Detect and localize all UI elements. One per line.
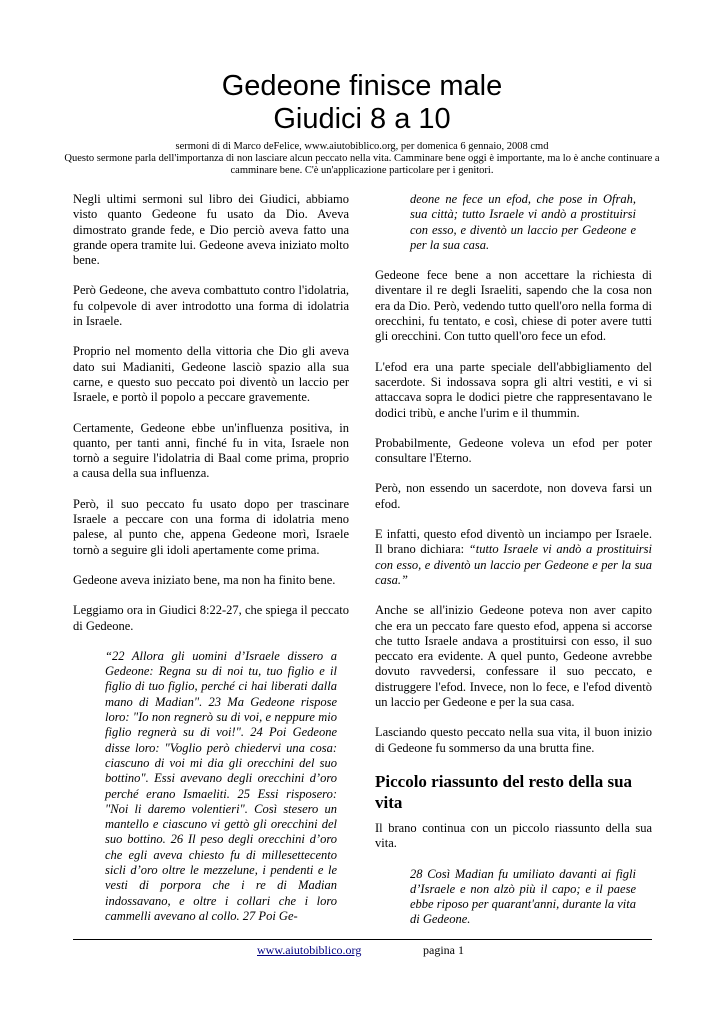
- paragraph: Gedeone fece bene a non accettare la richiesta di diventare il re degli Israeliti, sapendo che la cosa non era da Dio. Però, vedendo tutto quell'oro nella forma di orecchini, fu tentato, e così, chiese di poter avere tutti gli orecchini. Con tutto quell'oro fece un efod.: [375, 268, 652, 344]
- paragraph: Lasciando questo peccato nella sua vita, il buon inizio di Gedeone fu sommerso da una brutta fine.: [375, 725, 652, 755]
- paragraph: Proprio nel momento della vittoria che Dio gli aveva dato sui Madianiti, Gedeone lasciò spazio alla sua carne, e questo suo peccato poi diventò un laccio per Israele, e portò il popolo a peccare gravemente.: [73, 344, 349, 405]
- scripture-quote-continued: deone ne fece un efod, che pose in Ofrah, sua città; tutto Israele vi andò a prostituirsi con esso, e diventò un laccio per Gedeone e per la sua casa.: [410, 192, 636, 252]
- paragraph: Il brano continua con un piccolo riassunto della sua vita.: [375, 820, 652, 851]
- right-column: [375, 192, 652, 943]
- paragraph: L'efod era una parte speciale dell'abbigliamento del sacerdote. Si indossava sopra gli altri vestiti, e vi si attaccava sopra le dodici pietre che rappresentavano le dodici tribù, e anche l'urim e il thummin.: [375, 359, 652, 420]
- sermon-meta: [60, 141, 664, 177]
- footer-divider: [73, 939, 652, 940]
- paragraph: Negli ultimi sermoni sul libro dei Giudici, abbiamo visto quanto Gedeone fu usato da Dio. Aveva dimostrato grande fede, e Dio perciò aveva fatto una grande opera tramite lui. Gedeone aveva iniziato molto bene.: [73, 192, 349, 268]
- paragraph: Però, non essendo un sacerdote, non doveva farsi un efod.: [375, 481, 652, 511]
- inline-quote: “tutto Israele vi andò a prostituirsi con esso, e diventò un laccio per Gedeone e per la sua casa.”: [375, 542, 652, 587]
- paragraph: Anche se all'inizio Gedeone poteva non aver capito che era un peccato fare questo efod, appena si accorse che tutto Israele andava a prostituirsi con esso, il suo peccato era evidente. A quel punto, Gedeone avrebbe dovuto ravvedersi, confessare il suo peccato, e distruggere l'efod. Invece, non lo fece, e l'efod diventò un laccio per Gedeone e per la sua casa.: [375, 603, 652, 710]
- paragraph: Leggiamo ora in Giudici 8:22-27, che spiega il peccato di Gedeone.: [73, 603, 349, 633]
- section-heading: Piccolo riassunto del resto della sua vita: [375, 771, 633, 812]
- paragraph: Però Gedeone, che aveva combattuto contro l'idolatria, fu colpevole di aver introdotto una forma di idolatria in Israele.: [73, 283, 349, 329]
- author-line: sermoni di di Marco deFelice, www.aiutobiblico.org, per domenica 6 gennaio, 2008 cmd: [175, 141, 549, 152]
- footer-website-link[interactable]: www.aiutobiblico.org: [257, 943, 362, 957]
- page-number: pagina 1: [423, 943, 464, 957]
- paragraph: Probabilmente, Gedeone voleva un efod per poter consultare l'Eterno.: [375, 435, 652, 466]
- paragraph: Però, il suo peccato fu usato dopo per trascinare Israele a peccare con una forma di idolatria meno palese, al punto che, appena Gedeone morì, Israele tornò a seguire gli idoli apertamente come prima.: [73, 496, 349, 557]
- summary-line: Questo sermone parla dell'importanza di non lasciare alcun peccato nella vita. Camminare bene oggi è importante, ma lo è anche continuare a camminare bene. C'è un'applicazione particolare per i genitori.: [64, 153, 660, 176]
- scripture-quote: “22 Allora gli uomini d’Israele dissero a Gedeone: Regna su di noi tu, tuo figlio e il figlio di tuo figlio, perché ci hai liberati dalla mano di Madian". 23 Ma Gedeone rispose loro: "Io non regnerò su di voi, e neppure mio figlio regnerà su di voi!". 24 Poi Gedeone disse loro: "Voglio però chiedervi una cosa: ciascuno di voi mi dia gli orecchini del suo bottino". Essi avevano degli orecchini d’oro perché erano Ismaeliti. 25 Essi risposero: "Noi li daremo volentieri". Così stesero un mantello e ciascuno vi gettò gli orecchini del suo bottino. 26 Il peso degli orecchini d’oro che egli aveva chiesto fu di millesettecento sicli d’oro oltre le mezzelune, i pendenti e le vesti di porpora che i re di Madian indossavano, e oltre i collari che i loro cammelli avevano al collo. 27 Poi Ge-: [105, 648, 337, 923]
- paragraph: Certamente, Gedeone ebbe un'influenza positiva, in quanto, per tanti anni, finché fu in vita, Israele non tornò a seguire l'idolatria di Baal come prima, proprio a causa della sua influenza.: [73, 420, 349, 481]
- page-subtitle: Giudici 8 a 10: [273, 103, 451, 135]
- scripture-quote: 28 Così Madian fu umiliato davanti ai figli d’Israele e non alzò più il capo; e il paese ebbe riposo per quarant'anni, durante la vita di Gedeone.: [410, 866, 636, 927]
- paragraph: [375, 527, 652, 588]
- paragraph: Gedeone aveva iniziato bene, ma non ha finito bene.: [73, 572, 336, 587]
- page-title: Gedeone finisce male: [221, 70, 503, 102]
- paragraph-text: E infatti, questo efod diventò un inciampo per Israele. Il brano dichiara:: [375, 527, 652, 557]
- left-column: [73, 192, 349, 939]
